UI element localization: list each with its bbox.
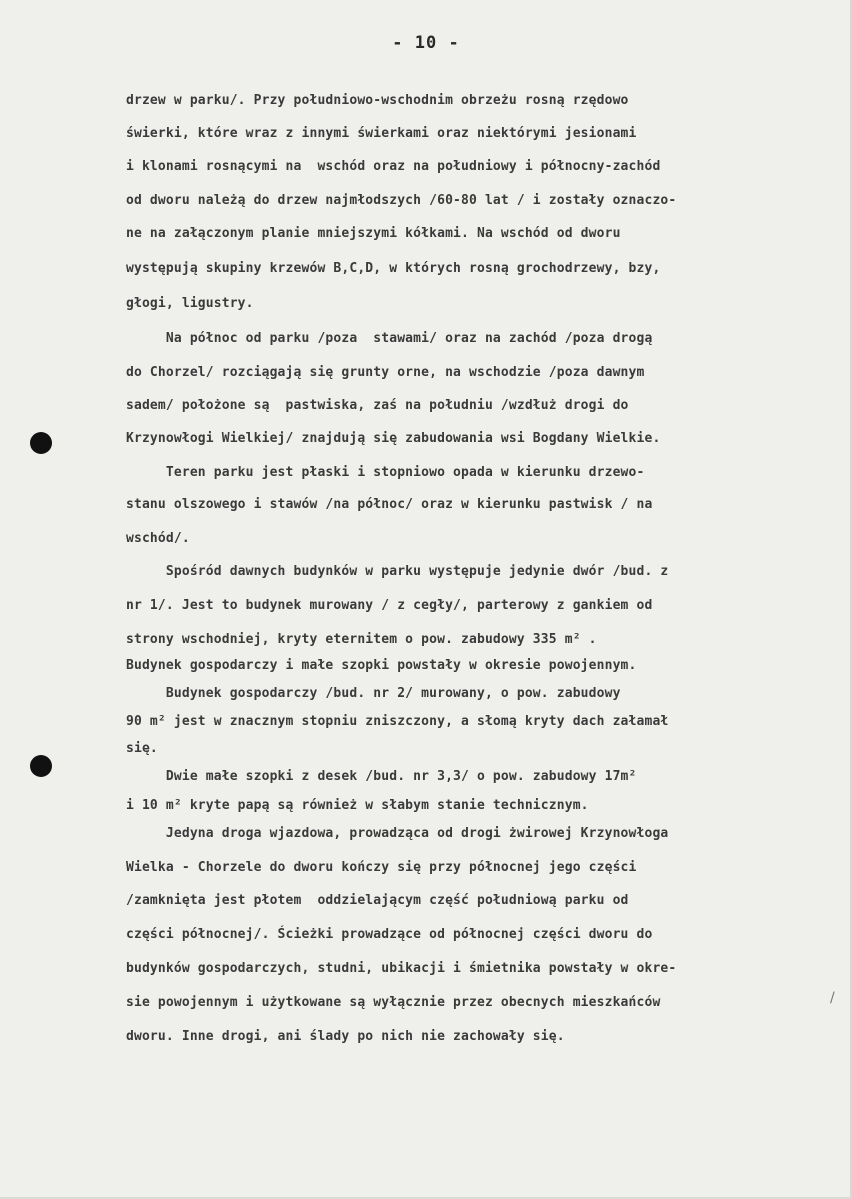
- text-line-20: 90 m² jest w znacznym stopniu zniszczony, a słomą kryty dach załamał: [126, 714, 669, 729]
- text-line-26: /zamknięta jest płotem oddzielającym część południową parku od: [126, 893, 629, 908]
- text-line-28: budynków gospodarczych, studni, ubikacji i śmietnika powstały w okre-: [126, 961, 677, 976]
- page-number: - 10 -: [392, 33, 460, 53]
- text-line-18: Budynek gospodarczy i małe szopki powstały w okresie powojennym.: [126, 658, 637, 673]
- text-line-30: dworu. Inne drogi, ani ślady po nich nie zachowały się.: [126, 1029, 565, 1044]
- text-line-9: do Chorzel/ rozciągają się grunty orne, na wschodzie /poza dawnym: [126, 365, 645, 380]
- text-line-3: i klonami rosnącymi na wschód oraz na południowy i północny-zachód: [126, 159, 661, 174]
- text-line-5: ne na załączonym planie mniejszymi kółkami. Na wschód od dworu: [126, 226, 621, 241]
- text-line-24: Jedyna droga wjazdowa, prowadząca od drogi żwirowej Krzynowłoga: [126, 826, 669, 841]
- text-line-6: występują skupiny krzewów B,C,D, w których rosną grochodrzewy, bzy,: [126, 261, 661, 276]
- text-line-13: stanu olszowego i stawów /na północ/ oraz w kierunku pastwisk / na: [126, 497, 653, 512]
- text-line-12: Teren parku jest płaski i stopniowo opada w kierunku drzewo-: [126, 465, 645, 480]
- text-line-11: Krzynowłogi Wielkiej/ znajdują się zabudowania wsi Bogdany Wielkie.: [126, 431, 661, 446]
- text-line-22: Dwie małe szopki z desek /bud. nr 3,3/ o pow. zabudowy 17m²: [126, 769, 637, 784]
- text-line-21: się.: [126, 741, 158, 756]
- pencil-mark: /: [830, 990, 835, 1006]
- text-line-19: Budynek gospodarczy /bud. nr 2/ murowany, o pow. zabudowy: [126, 686, 621, 701]
- text-line-15: Spośród dawnych budynków w parku występuje jedynie dwór /bud. z: [126, 564, 669, 579]
- punch-hole-lower: [30, 755, 52, 777]
- text-line-4: od dworu należą do drzew najmłodszych /60-80 lat / i zostały oznaczo-: [126, 193, 677, 208]
- text-line-16: nr 1/. Jest to budynek murowany / z cegły/, parterowy z gankiem od: [126, 598, 653, 613]
- text-line-25: Wielka - Chorzele do dworu kończy się przy północnej jego części: [126, 860, 637, 875]
- text-line-27: części północnej/. Ścieżki prowadzące od północnej części dworu do: [126, 927, 653, 942]
- text-line-29: sie powojennym i użytkowane są wyłącznie przez obecnych mieszkańców: [126, 995, 661, 1010]
- text-line-7: głogi, ligustry.: [126, 296, 254, 311]
- text-line-10: sadem/ położone są pastwiska, zaś na południu /wzdłuż drogi do: [126, 398, 629, 413]
- text-line-2: świerki, które wraz z innymi świerkami oraz niektórymi jesionami: [126, 126, 637, 141]
- text-line-23: i 10 m² kryte papą są również w słabym stanie technicznym.: [126, 798, 589, 813]
- punch-hole-upper: [30, 432, 52, 454]
- text-line-17: strony wschodniej, kryty eternitem o pow. zabudowy 335 m² .: [126, 632, 597, 647]
- text-line-1: drzew w parku/. Przy południowo-wschodnim obrzeżu rosną rzędowo: [126, 93, 629, 108]
- text-line-8: Na północ od parku /poza stawami/ oraz na zachód /poza drogą: [126, 331, 653, 346]
- text-line-14: wschód/.: [126, 531, 190, 546]
